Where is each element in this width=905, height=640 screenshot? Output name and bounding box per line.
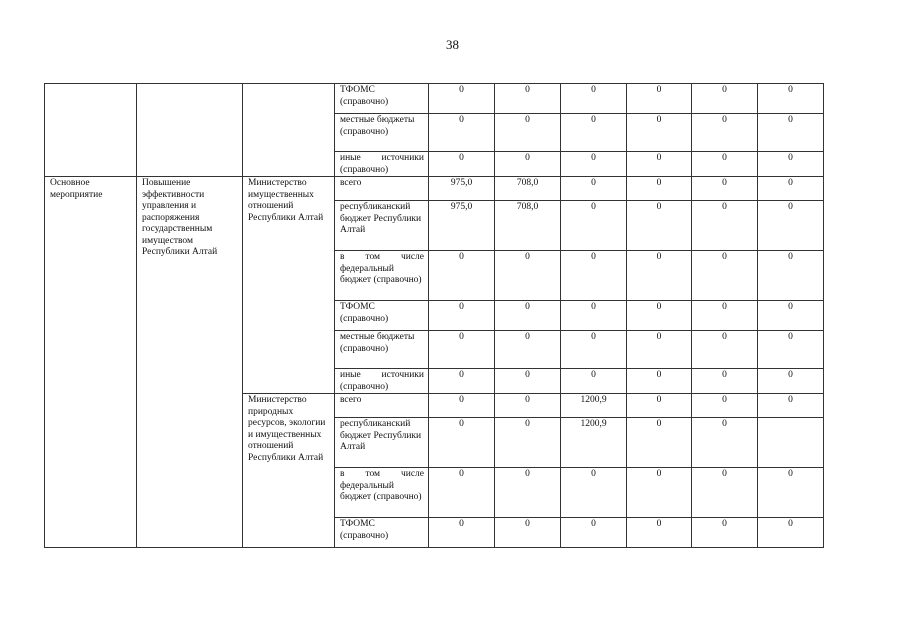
funding-source-rest: федеральный бюджет (справочно) — [340, 480, 422, 502]
value-cell: 0 — [495, 114, 561, 152]
funding-source-rest: федеральный бюджет (справочно) — [340, 263, 422, 285]
value-cell: 0 — [692, 152, 758, 177]
executor-natural-resources-ministry: Министерство природных ресурсов, экологии и имущественных отношений Республики Алтай — [243, 394, 335, 548]
value-cell: 0 — [495, 518, 561, 548]
value-cell: 0 — [429, 84, 495, 114]
value-cell: 0 — [429, 518, 495, 548]
value-cell: 0 — [627, 301, 692, 331]
value-cell: 0 — [758, 152, 824, 177]
value-cell: 0 — [627, 84, 692, 114]
value-cell: 0 — [758, 201, 824, 251]
value-cell: 0 — [561, 301, 627, 331]
value-cell: 0 — [758, 301, 824, 331]
value-cell: 0 — [561, 251, 627, 301]
value-cell: 0 — [429, 331, 495, 369]
value-cell: 0 — [692, 201, 758, 251]
funding-source-rest: (справочно) — [340, 164, 389, 175]
value-cell: 0 — [495, 301, 561, 331]
value-cell: 0 — [495, 394, 561, 418]
funding-source: местные бюджеты (справочно) — [335, 331, 429, 369]
value-cell: 0 — [429, 418, 495, 468]
value-cell: 0 — [758, 331, 824, 369]
value-cell: 0 — [627, 518, 692, 548]
value-cell: 0 — [692, 394, 758, 418]
page-number: 38 — [446, 37, 459, 52]
empty-cell — [137, 84, 243, 177]
value-cell: 975,0 — [429, 201, 495, 251]
value-cell: 0 — [692, 468, 758, 518]
value-cell: 0 — [692, 331, 758, 369]
value-cell: 0 — [692, 114, 758, 152]
funding-source-first-line: иные источники — [340, 153, 424, 163]
value-cell: 0 — [758, 468, 824, 518]
value-cell: 0 — [429, 152, 495, 177]
value-cell: 0 — [495, 468, 561, 518]
activity-name: Повышение эффективности управления и распоряжения государственным имуществом Республики Алтай — [137, 177, 243, 548]
value-cell: 0 — [692, 418, 758, 468]
value-cell: 0 — [758, 177, 824, 201]
value-cell: 0 — [692, 518, 758, 548]
table-row — [45, 177, 824, 201]
funding-source: местные бюджеты (справочно) — [335, 114, 429, 152]
value-cell: 0 — [561, 201, 627, 251]
funding-source — [335, 369, 429, 394]
value-cell: 0 — [627, 251, 692, 301]
funding-source: республиканский бюджет Республики Алтай — [335, 418, 429, 468]
activity-status: Основное мероприятие — [45, 177, 137, 548]
value-cell: 0 — [429, 251, 495, 301]
value-cell: 0 — [495, 84, 561, 114]
empty-cell — [243, 84, 335, 177]
value-cell: 0 — [627, 331, 692, 369]
empty-cell — [45, 84, 137, 177]
value-cell: 0 — [495, 418, 561, 468]
value-cell: 708,0 — [495, 201, 561, 251]
value-cell: 0 — [627, 369, 692, 394]
funding-source-first-line: в том числе — [340, 469, 424, 479]
value-cell: 975,0 — [429, 177, 495, 201]
value-cell — [758, 418, 824, 468]
value-cell: 0 — [561, 518, 627, 548]
value-cell: 0 — [758, 394, 824, 418]
value-cell: 708,0 — [495, 177, 561, 201]
value-cell: 0 — [561, 84, 627, 114]
value-cell: 0 — [758, 114, 824, 152]
value-cell: 0 — [692, 369, 758, 394]
value-cell: 1200,9 — [561, 394, 627, 418]
value-cell: 0 — [627, 152, 692, 177]
value-cell: 0 — [495, 369, 561, 394]
funding-source: всего — [335, 394, 429, 418]
value-cell: 0 — [627, 418, 692, 468]
funding-source: ТФОМС (справочно) — [335, 301, 429, 331]
funding-source: ТФОМС (справочно) — [335, 84, 429, 114]
funding-source: республиканский бюджет Республики Алтай — [335, 201, 429, 251]
executor-property-ministry: Министерство имущественных отношений Республики Алтай — [243, 177, 335, 394]
table-row — [45, 84, 824, 114]
funding-source: ТФОМС (справочно) — [335, 518, 429, 548]
value-cell: 0 — [429, 369, 495, 394]
funding-table — [44, 83, 824, 548]
value-cell: 0 — [758, 369, 824, 394]
value-cell: 0 — [429, 114, 495, 152]
value-cell: 0 — [561, 114, 627, 152]
value-cell: 0 — [627, 114, 692, 152]
value-cell: 0 — [495, 331, 561, 369]
value-cell: 0 — [692, 251, 758, 301]
value-cell: 0 — [495, 251, 561, 301]
funding-source — [335, 251, 429, 301]
value-cell: 0 — [627, 468, 692, 518]
value-cell: 0 — [627, 394, 692, 418]
funding-source-first-line: в том числе — [340, 252, 424, 262]
value-cell: 0 — [495, 152, 561, 177]
value-cell: 0 — [627, 177, 692, 201]
funding-source — [335, 468, 429, 518]
value-cell: 0 — [561, 331, 627, 369]
funding-source: всего — [335, 177, 429, 201]
value-cell: 0 — [692, 84, 758, 114]
value-cell: 0 — [429, 394, 495, 418]
value-cell: 0 — [429, 468, 495, 518]
value-cell: 1200,9 — [561, 418, 627, 468]
value-cell: 0 — [692, 177, 758, 201]
value-cell: 0 — [627, 201, 692, 251]
funding-source — [335, 152, 429, 177]
value-cell: 0 — [561, 177, 627, 201]
value-cell: 0 — [758, 251, 824, 301]
value-cell: 0 — [561, 468, 627, 518]
value-cell: 0 — [758, 84, 824, 114]
funding-source-first-line: иные источники — [340, 370, 424, 380]
value-cell: 0 — [561, 152, 627, 177]
funding-source-rest: (справочно) — [340, 381, 389, 392]
value-cell: 0 — [692, 301, 758, 331]
value-cell: 0 — [429, 301, 495, 331]
value-cell: 0 — [758, 518, 824, 548]
value-cell: 0 — [561, 369, 627, 394]
